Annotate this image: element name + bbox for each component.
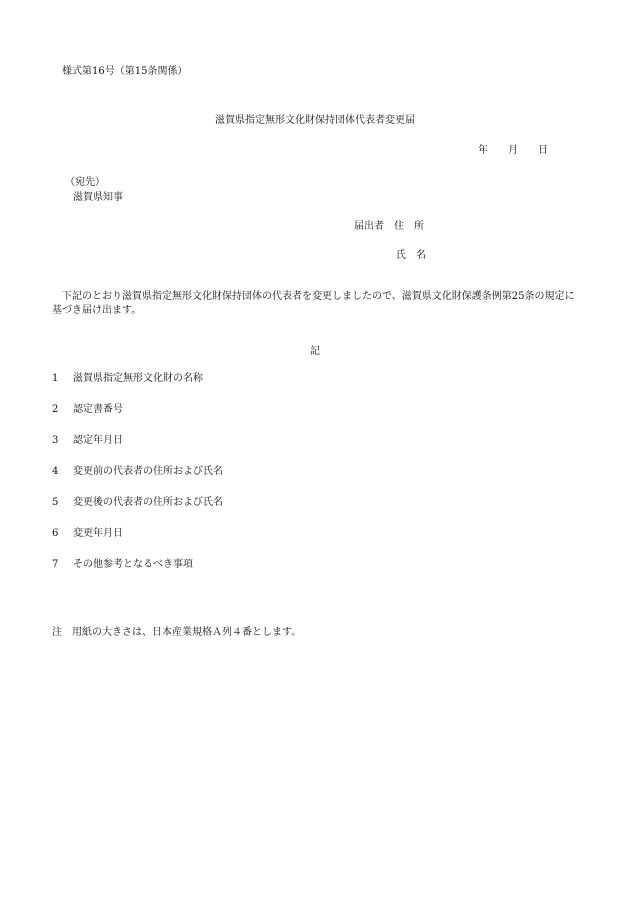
date-month-label: 月 — [508, 145, 518, 156]
document-title: 滋賀県指定無形文化財保持団体代表者変更届 — [215, 115, 415, 126]
list-item — [52, 467, 223, 477]
item-label: その他参考となるべき事項 — [73, 559, 193, 570]
addressee-name: 滋賀県知事 — [73, 192, 123, 203]
item-label: 滋賀県指定無形文化財の名称 — [73, 373, 203, 384]
list-item — [52, 436, 123, 446]
list-item — [52, 560, 193, 570]
item-number: 3 — [52, 435, 59, 446]
body-line-2: 基づき届け出ます。 — [52, 305, 142, 316]
item-label: 認定年月日 — [73, 435, 123, 446]
applicant-name-label: 氏 名 — [396, 250, 426, 261]
list-item — [52, 405, 123, 415]
item-label: 変更前の代表者の住所および氏名 — [73, 466, 223, 477]
date-year-label: 年 — [478, 145, 488, 156]
date-line — [478, 146, 548, 156]
item-label: 変更後の代表者の住所および氏名 — [73, 497, 223, 508]
item-number: 6 — [52, 528, 59, 539]
footnote: 注 用紙の大きさは、日本産業規格Ａ列４番とします。 — [52, 627, 302, 638]
item-label: 変更年月日 — [73, 528, 123, 539]
applicant-address-label: 届出者 住 所 — [354, 221, 424, 232]
item-number: 7 — [52, 559, 59, 570]
list-item — [52, 498, 223, 508]
item-label: 認定書番号 — [73, 404, 123, 415]
body-line-1: 下記のとおり滋賀県指定無形文化財保持団体の代表者を変更しましたので、滋賀県文化財保護条例第25条の規定に — [62, 291, 575, 302]
list-item — [52, 374, 203, 384]
date-day-label: 日 — [538, 145, 548, 156]
addressee-label: （宛先） — [65, 177, 105, 188]
item-number: 1 — [52, 373, 59, 384]
item-number: 4 — [52, 466, 59, 477]
ki-heading: 記 — [310, 346, 320, 357]
item-number: 2 — [52, 404, 59, 415]
list-item — [52, 529, 123, 539]
body-paragraph — [52, 290, 582, 318]
item-number: 5 — [52, 497, 59, 508]
form-number: 様式第16号（第15条関係） — [62, 66, 188, 77]
